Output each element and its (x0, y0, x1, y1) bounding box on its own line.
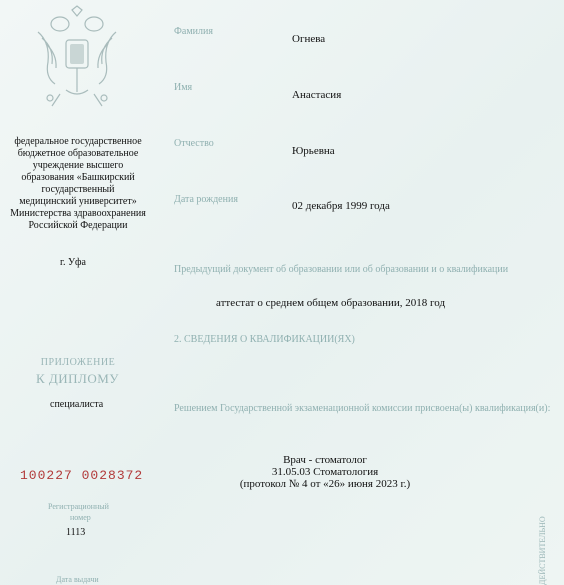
org-line: федеральное государственное (14, 136, 142, 147)
surname-label: Фамилия (174, 26, 213, 37)
previous-document-label: Предыдущий документ об образовании или об образовании и о квалификации (174, 264, 509, 275)
surname-value: Огнева (292, 33, 326, 45)
serial-number: 100227 0028372 (20, 468, 144, 483)
name-value: Анастасия (292, 89, 342, 101)
qualification-protocol: (протокол № 4 от «26» июня 2023 г.) (239, 478, 411, 490)
organization-name (0, 136, 156, 232)
previous-document-value: аттестат о среднем общем образовании, 2018 год (216, 297, 446, 309)
qualification-block (170, 454, 480, 490)
org-line: Министерства здравоохранения (10, 208, 146, 219)
org-line: бюджетное образовательное (17, 148, 139, 159)
section-heading: 2. СВЕДЕНИЯ О КВАЛИФИКАЦИИ(ЯХ) (174, 334, 355, 345)
degree-type: специалиста (50, 399, 104, 410)
city: г. Уфа (60, 257, 86, 268)
appendix-title-line2: К ДИПЛОМУ (35, 371, 120, 386)
commission-text: Решением Государственной экзаменационной комиссии присвоена(ы) квалификация(и): (174, 403, 551, 414)
dob-label: Дата рождения (174, 194, 238, 205)
appendix-title-line1: ПРИЛОЖЕНИЕ (40, 357, 116, 368)
qualification-title: Врач - стоматолог (283, 454, 367, 466)
qualification-specialty: 31.05.03 Стоматология (271, 466, 379, 478)
name-label: Имя (174, 82, 193, 93)
org-line: государственный (41, 184, 115, 195)
reg-number-label-2: номер (70, 513, 91, 522)
patronymic-label: Отчество (174, 138, 214, 149)
org-line: Российской Федерации (28, 220, 128, 231)
issue-date-label: Дата выдачи (56, 575, 99, 584)
reg-number: 1113 (66, 527, 86, 538)
org-line: медицинский университет» (19, 196, 137, 207)
side-vertical-text: ДЕЙСТВИТЕЛЬНО (538, 516, 547, 585)
org-line: учреждение высшего (32, 160, 124, 171)
patronymic-value: Юрьевна (292, 145, 335, 157)
coat-of-arms-icon (30, 2, 125, 112)
reg-number-label-1: Регистрационный (48, 502, 109, 511)
dob-value: 02 декабря 1999 года (292, 200, 390, 212)
org-line: образования «Башкирский (21, 172, 135, 183)
